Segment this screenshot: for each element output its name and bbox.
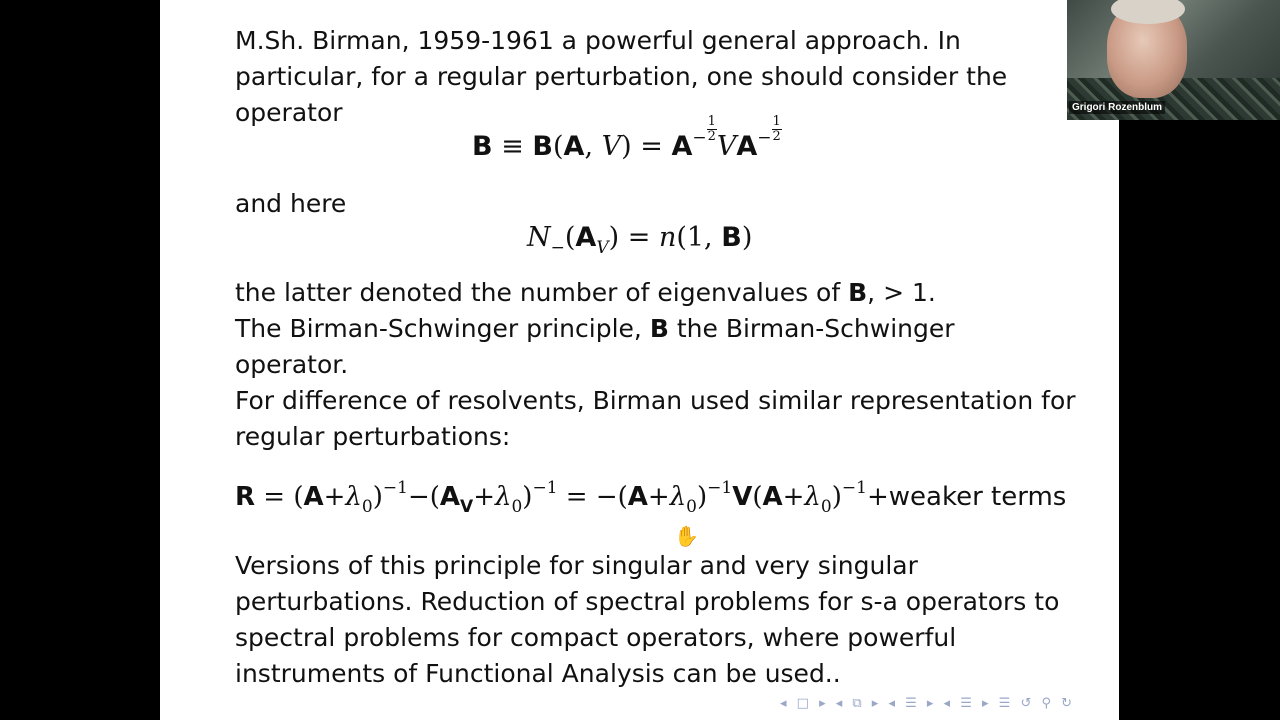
paragraph-difference-of-resolvents: For difference of resolvents, Birman used similar representation for regular perturbations:	[235, 386, 1076, 451]
equation-resolvent-difference: $R = (A+\lambda_0)^{-1}-(A_V+\lambda_0)^{-1}$ = $-(A+\lambda_0)^{-1}V(A+\lambda_0)^{-1}+weaker$ terms	[235, 478, 1067, 517]
paragraph-birman-schwinger-principle: the latter denoted the number of eigenvalues of B, > 1. The Birman-Schwinger principle, B the Birman-Schwinger operator.	[235, 278, 955, 379]
beamer-navigation-bar[interactable]: ◂ □ ▸ ◂ ⧉ ▸ ◂ ☰ ▸ ◂ ☰ ▸ ☰ ↺ ⚲ ↻	[780, 696, 1076, 711]
participant-name-label: Grigori Rozenblum	[1069, 101, 1165, 114]
paragraph-and-here: and here	[235, 189, 347, 218]
paragraph-birman-intro: M.Sh. Birman, 1959-1961 a powerful general approach. In particular, for a regular perturbation, one should consider the operator	[235, 26, 1008, 127]
paragraph-versions-of-principle: Versions of this principle for singular and very singular perturbations. Reduction of spectral problems for s-a operators to spectral problems for compact operators, where powerful instruments of Functional Analysis can be used..	[235, 551, 1060, 688]
presentation-slide	[160, 0, 1119, 720]
hand-cursor-icon: ✋	[674, 524, 699, 548]
participant-video-tile[interactable]	[1067, 0, 1280, 120]
equation-birman-schwinger-operator: B ≡ B(A, V) = A− $\frac{1}{2}$ VA− $\frac{1}{2}$	[472, 114, 781, 162]
equation-eigenvalue-count: $N_-(A_V) = n(1$, B)	[527, 222, 753, 258]
